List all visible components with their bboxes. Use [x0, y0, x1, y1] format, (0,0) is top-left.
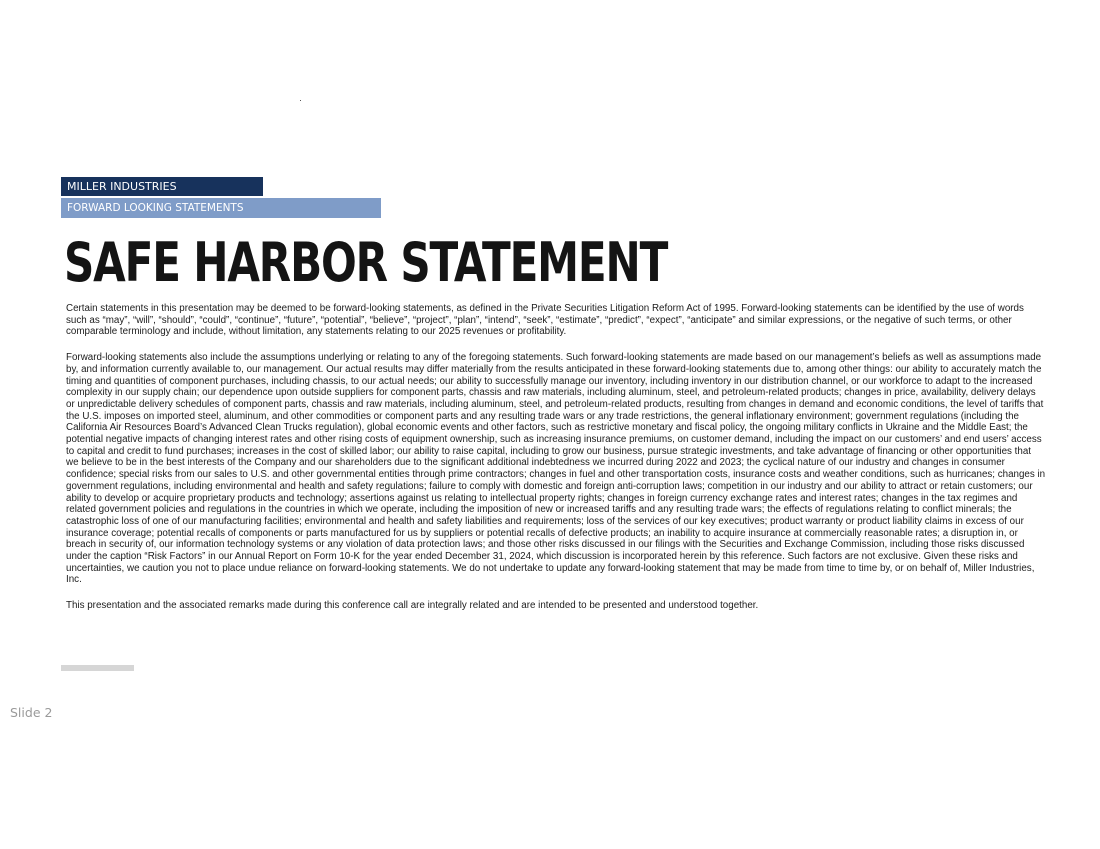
- stray-dot: [300, 100, 301, 101]
- paragraph-intro: Certain statements in this presentation may be deemed to be forward-looking statements, as defined in the Private Securities Litigation Reform Act of 1995. Forward-looking statements can be identified by the use of words such as “may”, “will”, “should”, “could”, “continue”, “future”, “potential”, “believe”, “project”, “plan”, “intend”, “seek”, “estimate”, “predict”, “expect”, “anticipate” and similar expressions, or the negative of such terms, or other comparable terminology and include, without limitation, any statements relating to our 2025 revenues or profitability.: [66, 303, 1024, 338]
- statement-body: [66, 303, 1046, 626]
- paragraph-closing: This presentation and the associated remarks made during this conference call are integrally related and are intended to be presented and understood together.: [66, 600, 759, 612]
- paragraph-risks: Forward-looking statements also include the assumptions underlying or relating to any of the foregoing statements. Such forward-looking statements are made based on our management’s beliefs as well as assumptions made by, and information currently available to, our management. Our actual results may differ materially from the results anticipated in these forward-looking statements due to, among other things: our ability to accurately match the timing and quantities of component purchases, including chassis, to our actual needs; our ability to successfully manage our inventory, including inventory in our distribution channel, or our workforce to adapt to the increased complexity in our supply chain; our dependence upon outside suppliers for component parts, chassis and raw materials, including aluminum, steel, and petroleum-related products; changes in price, availability, delivery delays or unpredictable delivery schedules of component parts, chassis and raw materials, including aluminum, steel, and petroleum-related products, resulting from changes in demand and economic conditions, the level of tariffs that the U.S. imposes on imported steel, aluminum, and other commodities or component parts and any resulting trade wars or any trade restrictions, the general inflationary environment; government regulations (including the California Air Resources Board’s Advanced Clean Trucks regulation), global economic events and other factors, such as restrictive monetary and fiscal policy, the ongoing military conflicts in Ukraine and the Middle East; the potential negative impacts of changing interest rates and other rising costs of equipment ownership, such as increasing insurance premiums, on customer demand, including the impact on our customers’ and end users’ access to capital and credit to fund purchases; increases in the cost of skilled labor; our ability to raise capital, including to grow our business, pursue strategic investments, and take advantage of financing or other opportunities that we believe to be in the best interests of the Company and our shareholders due to the significant additional indebtedness we incurred during 2022 and 2023; the cyclical nature of our industry and changes in consumer confidence; special risks from our sales to U.S. and other governmental entities through prime contractors; changes in fuel and other transportation costs, insurance costs and weather conditions, such as hurricanes; changes in government regulations, including environmental and health and safety regulations; failure to comply with domestic and foreign anti-corruption laws; competition in our industry and our ability to attract or retain customers; our ability to develop or acquire proprietary products and technology; assertions against us relating to intellectual property rights; changes in foreign currency exchange rates and interest rates; changes in the tax regimes and related government policies and regulations in the countries in which we operate, including the imposition of new or increased tariffs and any resulting trade wars; the effects of regulations relating to conflict minerals; the catastrophic loss of one of our manufacturing facilities; environmental and health and safety liabilities and requirements; loss of the services of our key executives; product warranty or product liability claims in excess of our insurance coverage; potential recalls of components or parts manufactured for us by suppliers or potential recalls of defective products; an inability to acquire insurance at commercially reasonable rates; a disruption in, or breach in security of, our information technology systems or any violation of data protection laws; and those other risks discussed in our filings with the Securities and Exchange Commission, including those risks discussed under the caption “Risk Factors” in our Annual Report on Form 10-K for the year ended December 31, 2024, which discussion is incorporated herein by this reference. Such factors are not exclusive. Given these risks and uncertainties, we caution you not to place undue reliance on forward-looking statements. We do not undertake to update any forward-looking statement that may be made from time to time by, or on behalf of, Miller Industries, Inc.: [66, 352, 1046, 586]
- section-banner: FORWARD LOOKING STATEMENTS: [61, 198, 381, 218]
- slide-number: Slide 2: [10, 705, 53, 720]
- page-title: SAFE HARBOR STATEMENT: [64, 231, 668, 294]
- company-banner: MILLER INDUSTRIES: [61, 177, 263, 196]
- accent-bar: [61, 665, 134, 671]
